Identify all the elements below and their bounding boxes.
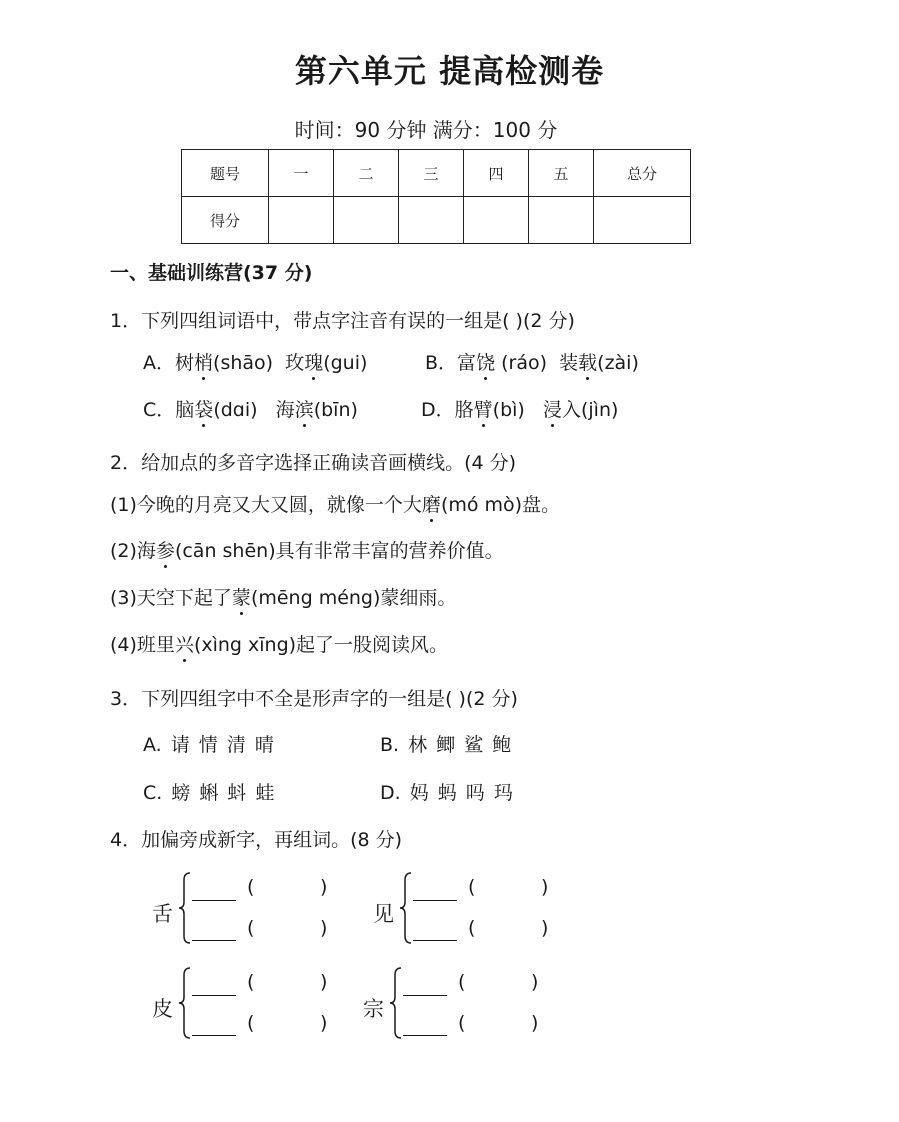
dotted-char: 瑰 [304,348,323,375]
paren-close: ) [320,876,328,898]
radical-group-3 [150,965,350,1045]
dotted-char: 饶 [476,348,495,375]
char: 富 [457,352,477,374]
q1-option-b[interactable] [425,348,639,375]
paren-open: ( [468,876,476,898]
dotted-char: 臂 [474,395,493,422]
option-label: D． [421,399,455,421]
paren-open: ( [247,917,255,939]
score-cell[interactable] [594,197,691,244]
score-table-header: 一 [269,150,334,197]
paren-close: ) [541,917,549,939]
sentence-text: (2)海 [110,540,156,562]
score-cell[interactable] [334,197,399,244]
page-title: 第六单元 提高检测卷 [294,52,605,90]
char: 树 [175,352,195,374]
dotted-char: 滨 [295,395,314,422]
char: 海 [275,399,295,421]
dotted-char: 袋 [194,395,213,422]
answer-blank[interactable] [192,940,236,941]
paren-close: ) [541,876,549,898]
dotted-char: 载 [578,348,597,375]
q3-option-d[interactable]: D. 妈 蚂 吗 玛 [380,782,513,804]
q2-sentence-2 [110,536,504,563]
sentence-text: (3)天空下起了 [110,587,232,609]
pinyin: (bì) [492,399,525,421]
radical-group-1 [150,870,350,950]
base-character: 宗 [363,997,384,1021]
pinyin-choices[interactable]: (mēng méng)蒙细雨。 [250,587,457,609]
option-label: C． [143,399,176,421]
answer-blank[interactable] [192,900,236,901]
paren-close: ) [320,1012,328,1034]
score-row-label: 得分 [182,197,269,244]
pinyin-choices[interactable]: (mó mò)盘。 [440,494,561,516]
q1-option-c[interactable] [143,395,358,422]
dotted-char: 磨 [422,490,441,517]
dotted-char: 兴 [175,630,194,657]
char: 胳 [454,399,474,421]
q3-option-b[interactable]: B. 林 鲫 鲨 鲍 [380,734,512,756]
q1-option-d[interactable] [421,395,618,422]
brace-icon [389,967,403,1039]
sentence-text: (1)今晚的月亮又大又圆，就像一个大 [110,494,422,516]
paren-open: ( [247,971,255,993]
brace-icon [178,967,192,1039]
paren-open: ( [247,1012,255,1034]
q2-sentence-1 [110,490,560,517]
pinyin-choices[interactable]: (cān shēn)具有非常丰富的营养价值。 [174,540,504,562]
score-table-header: 四 [464,150,529,197]
paren-open: ( [458,971,466,993]
option-label: B． [425,352,458,374]
dotted-char: 蒙 [232,583,251,610]
exam-time-and-score: 时间：90 分钟 满分：100 分 [294,118,558,142]
answer-blank[interactable] [192,1035,236,1036]
answer-blank[interactable] [413,940,457,941]
score-table-header: 三 [399,150,464,197]
radical-group-4 [361,965,561,1045]
q1-option-a[interactable] [143,348,367,375]
pinyin: (bīn) [313,399,358,421]
dotted-char: 浸 [543,395,562,422]
score-cell[interactable] [529,197,594,244]
q1-stem: 1．下列四组词语中，带点字注音有误的一组是( )(2 分) [110,310,575,332]
base-character: 皮 [152,997,173,1021]
paren-close: ) [531,971,539,993]
q3-option-a[interactable]: A. 请 情 清 晴 [143,734,274,756]
brace-icon [399,872,413,944]
char: 玫 [285,352,305,374]
score-table-header: 五 [529,150,594,197]
base-character: 见 [373,902,394,926]
section-1-title: 一、基础训练营(37 分) [110,262,313,284]
q2-sentence-3 [110,583,456,610]
pinyin: (dɑi) [213,399,258,421]
base-character: 舌 [152,902,173,926]
option-label: A． [143,352,175,374]
answer-blank[interactable] [192,995,236,996]
paren-close: ) [531,1012,539,1034]
paren-open: ( [247,876,255,898]
paren-close: ) [320,971,328,993]
q2-sentence-4 [110,630,448,657]
score-table-header: 总分 [594,150,691,197]
score-cell[interactable] [269,197,334,244]
score-table-score-row [182,197,691,244]
pinyin: (zài) [597,352,639,374]
pinyin: (gui) [323,352,368,374]
score-table-header: 二 [334,150,399,197]
q3-stem: 3．下列四组字中不全是形声字的一组是( )(2 分) [110,688,518,710]
answer-blank[interactable] [403,995,447,996]
char: 装 [559,352,579,374]
pinyin-choices[interactable]: (xìng xīng)起了一股阅读风。 [193,634,449,656]
score-table [181,149,691,244]
q2-stem: 2．给加点的多音字选择正确读音画横线。(4 分) [110,452,517,474]
answer-blank[interactable] [413,900,457,901]
score-cell[interactable] [399,197,464,244]
paren-open: ( [468,917,476,939]
sentence-text: (4)班里 [110,634,175,656]
score-table-header: 题号 [182,150,269,197]
radical-group-2 [371,870,571,950]
brace-icon [178,872,192,944]
score-table-header-row [182,150,691,197]
q4-stem: 4．加偏旁成新字，再组词。(8 分) [110,829,403,851]
pinyin: (ráo) [495,352,548,374]
char: 脑 [175,399,195,421]
paren-close: ) [320,917,328,939]
answer-blank[interactable] [403,1035,447,1036]
pinyin: 入(jìn) [561,399,619,421]
dotted-char: 参 [156,536,175,563]
q3-option-c[interactable]: C. 螃 蝌 蚪 蛙 [143,782,275,804]
dotted-char: 梢 [194,348,213,375]
paren-open: ( [458,1012,466,1034]
score-cell[interactable] [464,197,529,244]
pinyin: (shāo) [213,352,274,374]
